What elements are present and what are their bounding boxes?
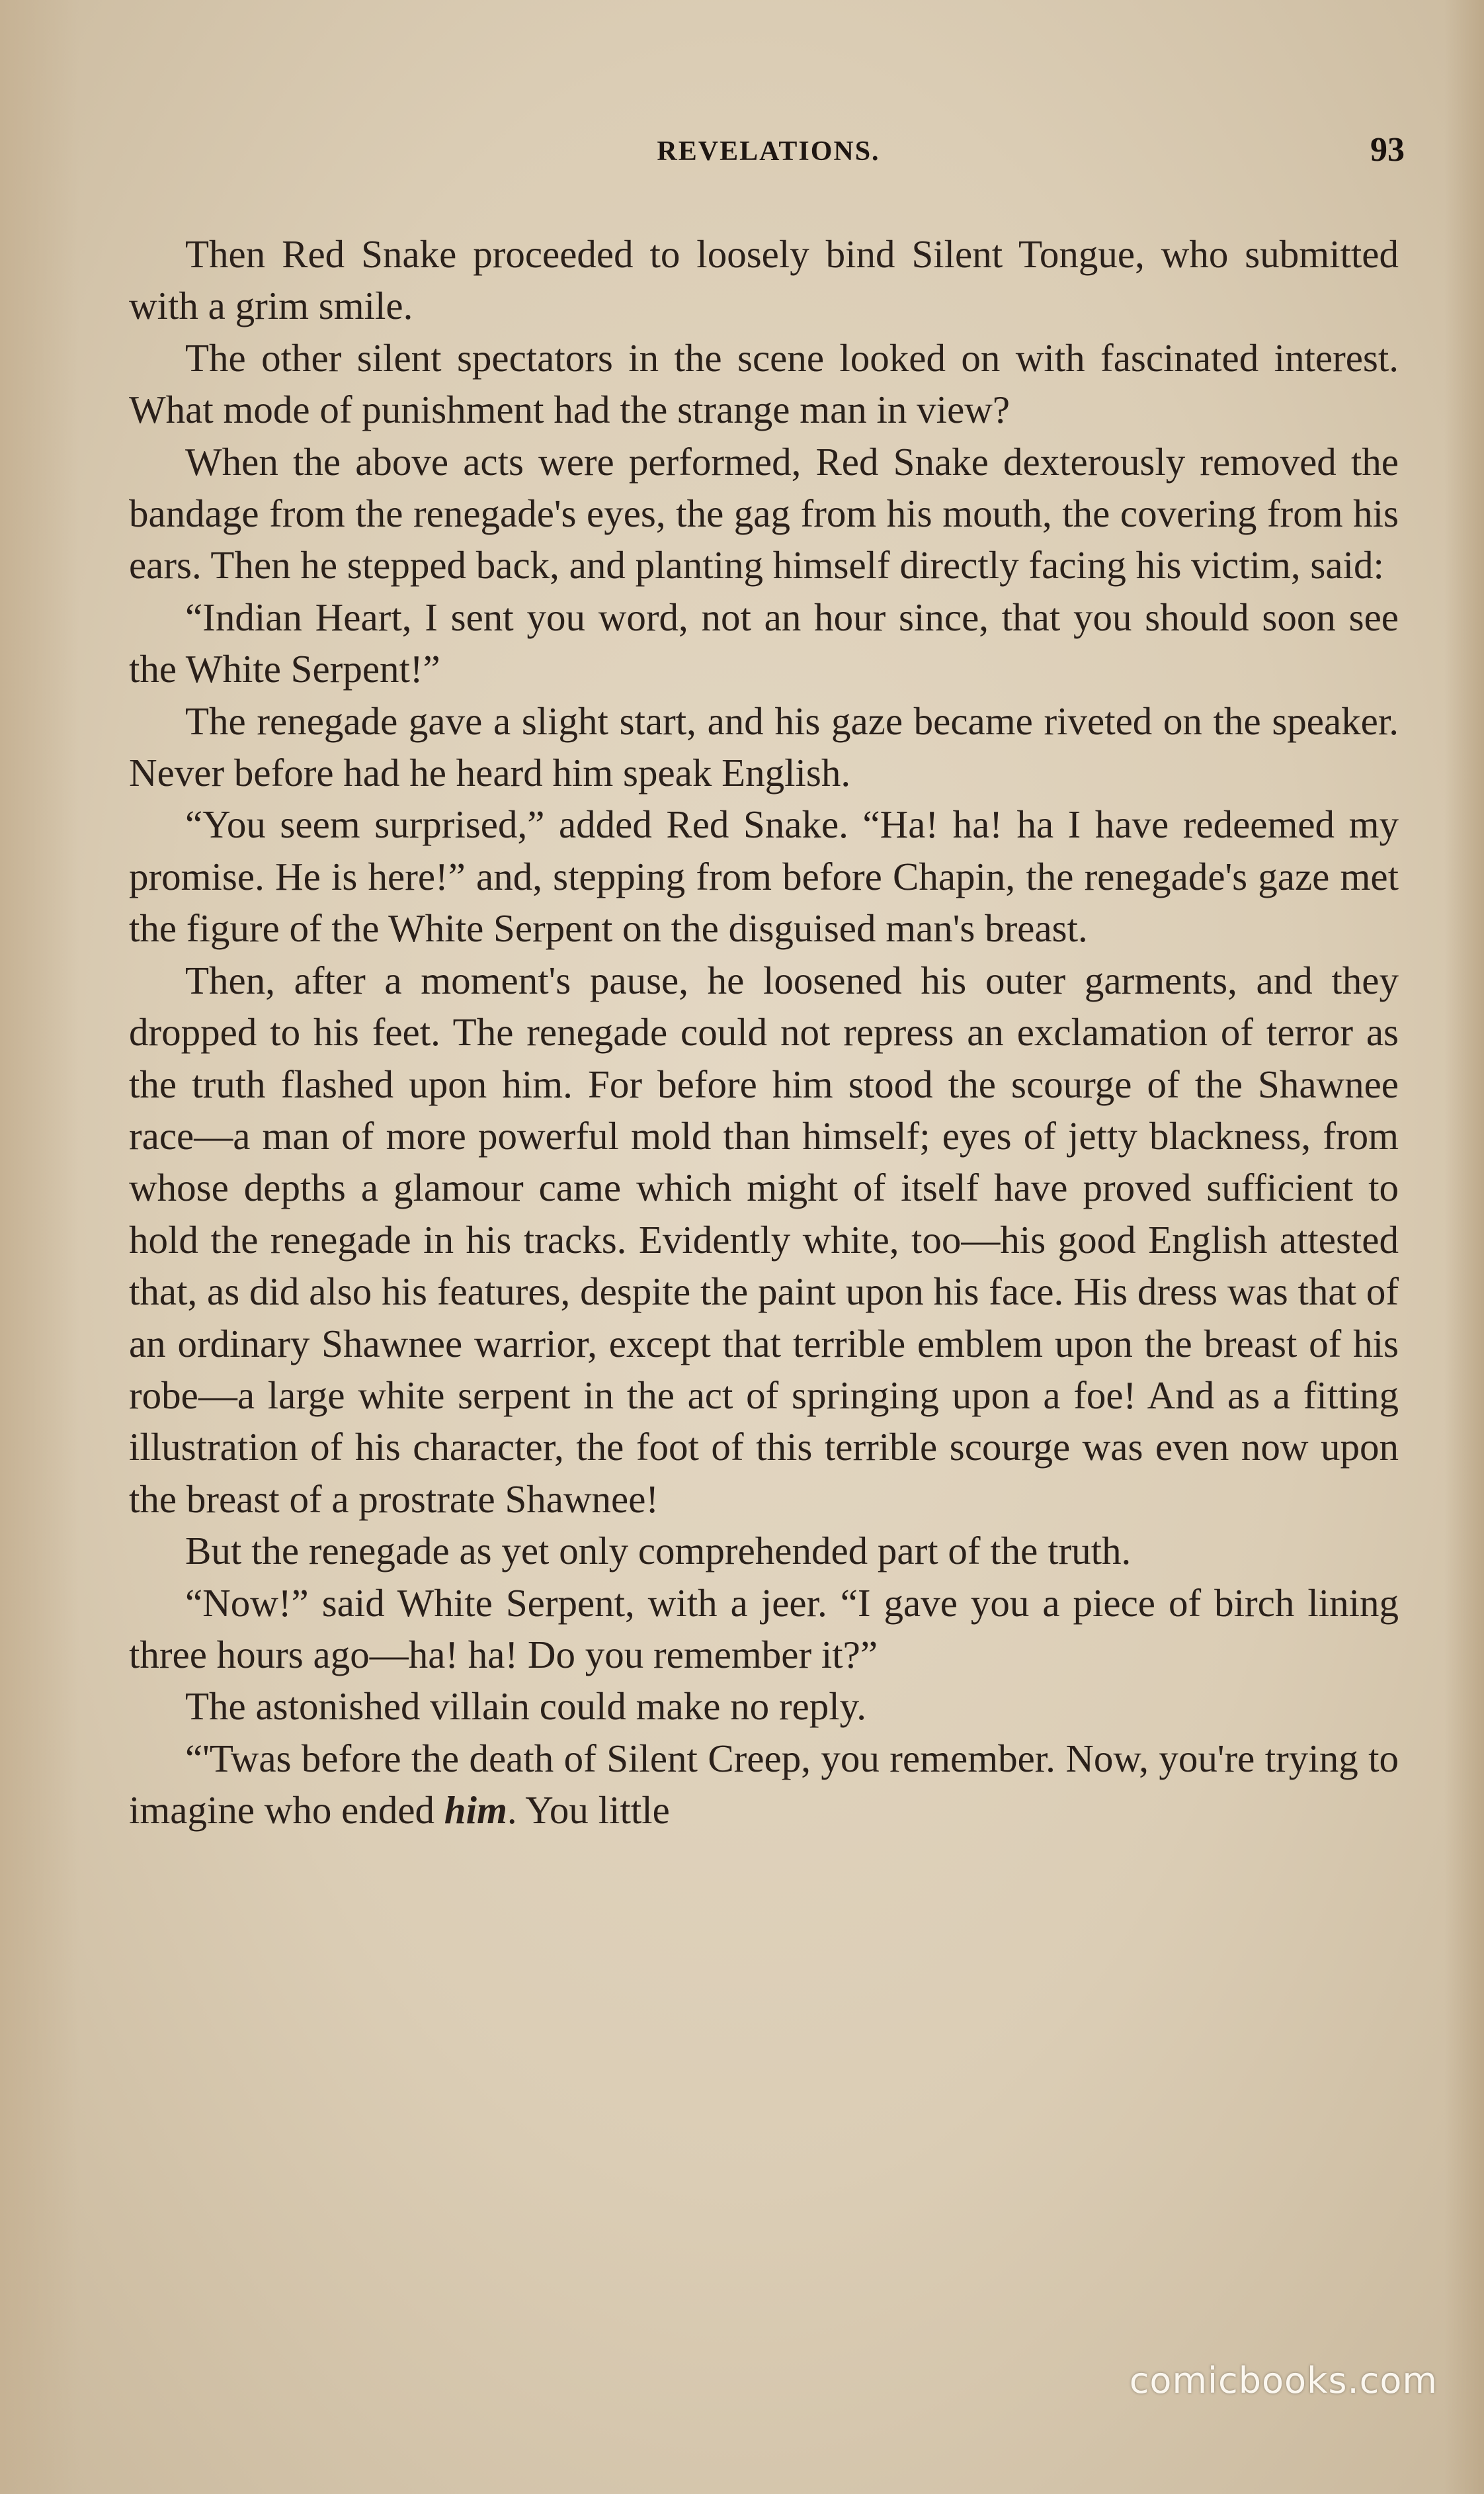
watermark: comicbooks.com	[1129, 2360, 1438, 2401]
paragraph: Then, after a moment's pause, he loosened his outer garments, and they dropped to his feet. The renegade could not repress an exclamation of terror as the truth flashed upon him. For before him stood the scourge of the Shawnee race—a man of more powerful mold than himself; eyes of jetty blackness, from whose depths a glamour came which might of itself have proved sufficient to hold the renegade in his tracks. Evidently white, too—his good English attested that, as did also his features, despite the paint upon his face. His dress was that of an ordinary Shawnee warrior, except that terrible emblem upon the breast of his robe—a large white serpent in the act of springing upon a foe! And as a fitting illustration of his character, the foot of this terrible scourge was even now upon the breast of a prostrate Shawnee!	[129, 958, 1399, 1521]
paragraph-text: “'Twas before the death of Silent Creep, you remember. Now, you're trying to imagine who ended	[129, 1736, 1399, 1832]
paragraph: The astonished villain could make no reply.	[185, 1684, 867, 1729]
emphasized-word: him	[444, 1788, 507, 1832]
page-edge-shadow-right	[1444, 0, 1484, 2494]
page-edge-shadow-left	[0, 0, 79, 2494]
paragraph: “Indian Heart, I sent you word, not an hour since, that you should soon see the White Serpent!”	[129, 595, 1399, 691]
paragraph-text: . You little	[507, 1788, 670, 1832]
paragraph: “You seem surprised,” added Red Snake. “Ha! ha! ha I have redeemed my promise. He is here!” and, stepping from before Chapin, the renegade's gaze met the figure of the White Serpent on the disguised man's breast.	[129, 802, 1399, 951]
body-text	[129, 228, 1399, 1836]
paragraph: “Now!” said White Serpent, with a jeer. “I gave you a piece of birch lining three hours ago—ha! ha! Do you remember it?”	[129, 1580, 1399, 1676]
paragraph: The other silent spectators in the scene looked on with fascinated interest. What mode of punishment had the strange man in view?	[129, 335, 1399, 432]
running-title: REVELATIONS.	[657, 136, 880, 167]
paragraph: But the renegade as yet only comprehended part of the truth.	[185, 1529, 1132, 1573]
paragraph-last	[129, 1733, 1399, 1836]
page-number: 93	[1370, 131, 1405, 169]
paragraph: The renegade gave a slight start, and his gaze became riveted on the speaker. Never before had he heard him speak English.	[129, 699, 1399, 795]
running-head	[132, 131, 1405, 182]
paragraph: When the above acts were performed, Red Snake dexterously removed the bandage from the renegade's eyes, the gag from his mouth, the covering from his ears. Then he stepped back, and planting himself directly facing his victim, said:	[129, 439, 1399, 587]
paragraph: Then Red Snake proceeded to loosely bind Silent Tongue, who submitted with a grim smile.	[129, 232, 1399, 328]
